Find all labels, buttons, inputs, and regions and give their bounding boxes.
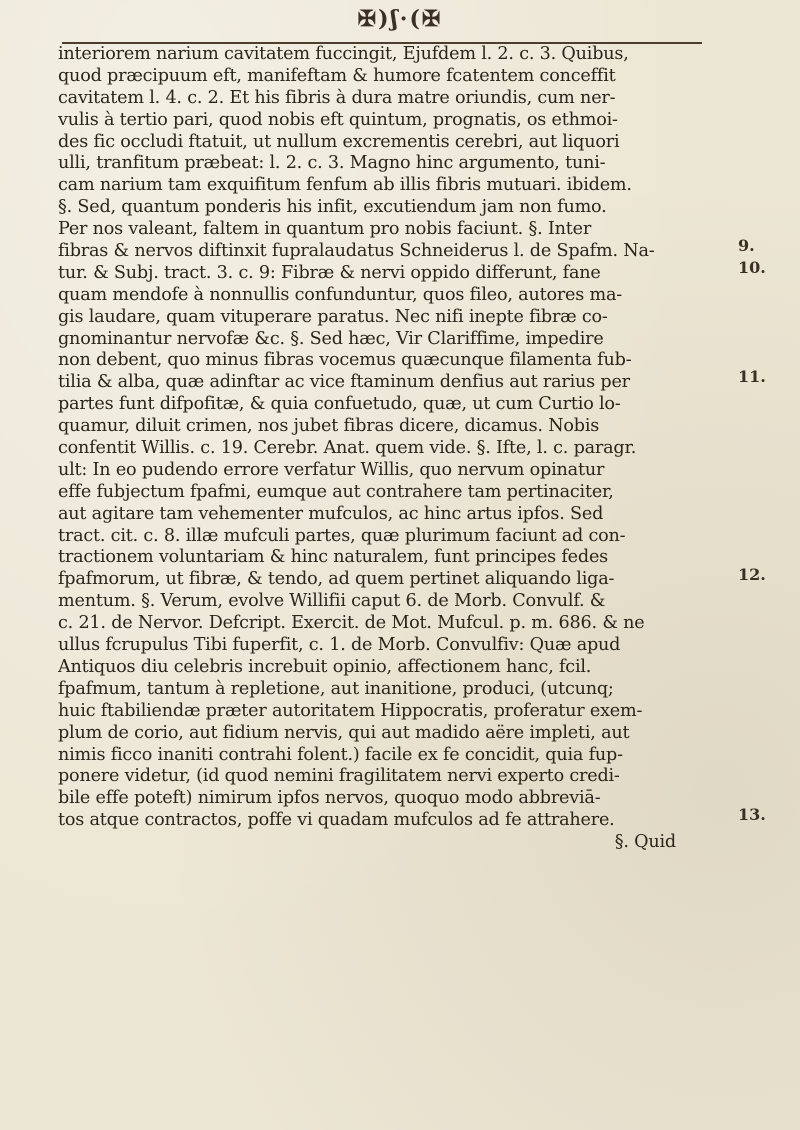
text-line: effe fubjectum fpafmi, eumque aut contrahere tam pertinaciter, [58,481,614,502]
margin-section-number: 11. [738,367,766,386]
text-line: quod præcipuum eft, manifeftam & humore fcatentem conceffit [58,65,616,86]
text-line: gnominantur nervofæ &c. §. Sed hæc, Vir Clariffime, impedire [58,328,604,349]
text-line: ponere videtur, (id quod nemini fragilitatem nervi experto credi- [58,766,620,787]
margin-section-number: 10. [738,258,766,277]
text-line: tract. cit. c. 8. illæ mufculi partes, quæ plurimum faciunt ad con- [58,525,626,546]
text-line: cam narium tam exquifitum fenfum ab illis fibris mutuari. ibidem. [58,175,632,196]
text-line: tilia & alba, quæ adinftar ac vice ftaminum denfius aut rarius per [58,372,630,393]
text-line: aut agitare tam vehementer mufculos, ac hinc artus ipfos. Sed [58,503,604,524]
text-line: non debent, quo minus fibras vocemus quæcunque filamenta fub- [58,350,632,371]
text-line: confentit Willis. c. 19. Cerebr. Anat. quem vide. §. Ifte, l. c. paragr. [58,438,637,459]
text-line: gis laudare, quam vituperare paratus. Nec nifi inepte fibræ co- [58,306,608,327]
text-line: nimis ficco inaniti contrahi folent.) facile ex fe concidit, quia fup- [58,744,623,765]
text-line: ult: In eo pudendo errore verfatur Willis, quo nervum opinatur [58,459,605,480]
text-line: des fic occludi ftatuit, ut nullum excrementis cerebri, aut liquori [58,131,620,152]
text-line: ullus fcrupulus Tibi fuperfit, c. 1. de Morb. Convulfiv: Quæ apud [58,635,621,656]
text-line: tur. & Subj. tract. 3. c. 9: Fibræ & nervi oppido differunt, fane [58,262,601,283]
text-line: Per nos valeant, faltem in quantum pro nobis faciunt. §. Inter [58,219,592,240]
text-line: tractionem voluntariam & hinc naturalem, funt principes fedes [58,547,609,568]
text-line: huic ftabiliendæ præter autoritatem Hippocratis, proferatur exem- [58,700,643,721]
text-line: bile effe poteft) nimirum ipfos nervos, quoquo modo abbreviā- [58,788,601,809]
text-line: fpafmorum, ut fibræ, & tendo, ad quem pertinet aliquando liga- [58,569,615,590]
catchword: §. Quid [614,832,676,853]
margin-section-number: 12. [738,565,766,584]
text-line: partes funt difpofitæ, & quia confuetudo, quæ, ut cum Curtio lo- [58,394,621,415]
text-line: ulli, tranfitum præbeat: l. 2. c. 3. Magno hinc argumento, tuni- [58,153,606,174]
text-line: plum de corio, aut fidium nervis, qui aut madido aëre impleti, aut [58,722,630,743]
text-line: vulis à tertio pari, quod nobis eft quintum, prognatis, os ethmoi- [58,109,618,130]
text-line: interiorem narium cavitatem fuccingit, Ejufdem l. 2. c. 3. Quibus, [58,44,629,64]
text-line: quamur, diluit crimen, nos jubet fibras dicere, dicamus. Nobis [58,416,600,437]
text-line: cavitatem l. 4. c. 2. Et his fibris à dura matre oriundis, cum ner- [58,87,616,108]
text-line: mentum. §. Verum, evolve Willifii caput 6. de Morb. Convulf. & [58,591,606,612]
text-line: fpafmum, tantum à repletione, aut inanitione, produci, (utcunq; [58,678,614,699]
text-line: Antiquos diu celebris increbuit opinio, affectionem hanc, fcil. [58,656,592,677]
text-line: c. 21. de Nervor. Defcript. Exercit. de Mot. Mufcul. p. m. 686. & ne [58,613,645,634]
margin-section-number: 9. [738,236,755,255]
margin-section-number: 13. [738,805,766,824]
text-line: tos atque contractos, poffe vi quadam mufculos ad fe attrahere. [58,810,615,831]
text-line: fibras & nervos diftinxit fupralaudatus Schneiderus l. de Spafm. Na- [58,241,655,262]
body-text [58,44,718,854]
text-line: §. Sed, quantum ponderis his infit, excutiendum jam non fumo. [58,197,607,218]
page-header-ornament: ✠)ʃ·(✠ [357,6,443,32]
text-line: quam mendofe à nonnullis confunduntur, quos fileo, autores ma- [58,284,623,305]
